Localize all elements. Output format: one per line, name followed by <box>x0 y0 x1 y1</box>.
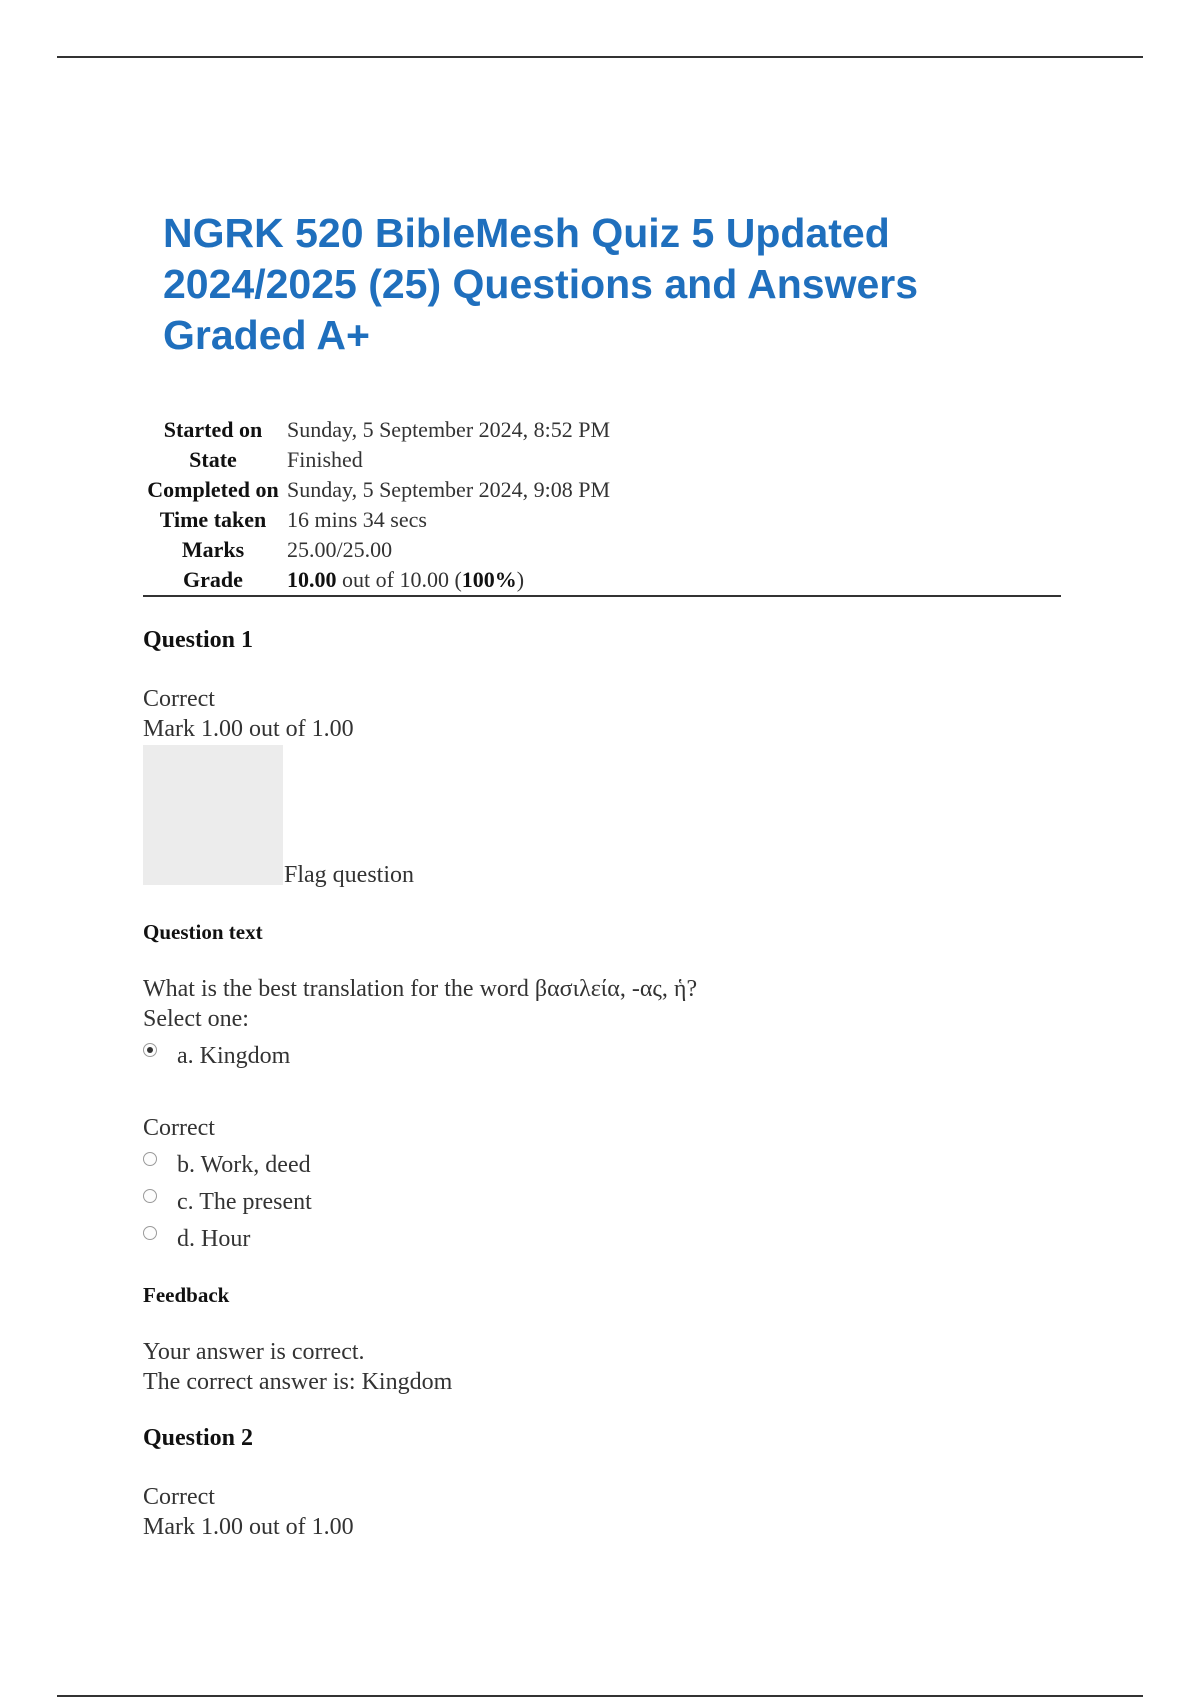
completed-on-value: Sunday, 5 September 2024, 9:08 PM <box>287 477 611 502</box>
answer-option-d[interactable] <box>143 1224 250 1254</box>
time-taken-label: Time taken <box>159 507 267 532</box>
state-label: State <box>189 447 237 472</box>
summary-row-marks <box>143 535 1061 565</box>
attempt-summary-table <box>143 415 1061 597</box>
completed-on-label: Completed on <box>147 477 279 502</box>
flag-question-link[interactable]: Flag question <box>284 862 414 888</box>
question-1-prompt: What is the best translation for the word βασιλεία, -ας, ἡ? <box>143 976 698 1002</box>
radio-selected-icon[interactable] <box>143 1043 157 1057</box>
grade-out-of: out of 10.00 ( <box>336 567 462 592</box>
title-line-1: NGRK 520 BibleMesh Quiz 5 Updated <box>163 210 890 256</box>
radio-icon[interactable] <box>143 1189 157 1203</box>
question-2-heading: Question 2 <box>143 1425 254 1451</box>
page-title <box>163 208 1063 361</box>
question-1-heading: Question 1 <box>143 627 254 653</box>
answer-option-d-label: d. Hour <box>177 1226 251 1252</box>
grade-close: ) <box>516 567 525 592</box>
question-1-status: Correct <box>143 686 215 712</box>
answer-option-a[interactable] <box>143 1041 290 1071</box>
grade-score: 10.00 <box>287 567 337 592</box>
answer-option-b-label: b. Work, deed <box>177 1152 311 1178</box>
question-2-status: Correct <box>143 1484 215 1510</box>
answer-option-b[interactable] <box>143 1150 311 1180</box>
state-value: Finished <box>287 447 363 472</box>
started-on-value: Sunday, 5 September 2024, 8:52 PM <box>287 417 611 442</box>
bottom-rule <box>57 1695 1143 1697</box>
title-line-2: 2024/2025 (25) Questions and Answers <box>163 261 919 307</box>
summary-row-grade <box>143 565 1061 596</box>
question-text-heading: Question text <box>143 920 263 944</box>
answer-option-c[interactable] <box>143 1187 312 1217</box>
question-1-mark: Mark 1.00 out of 1.00 <box>143 716 354 742</box>
selected-answer-status: Correct <box>143 1115 215 1141</box>
feedback-line-2: The correct answer is: Kingdom <box>143 1369 453 1395</box>
top-rule <box>57 56 1143 58</box>
title-line-3: Graded A+ <box>163 312 370 358</box>
question-2-mark: Mark 1.00 out of 1.00 <box>143 1514 354 1540</box>
summary-row-started <box>143 415 1061 445</box>
radio-icon[interactable] <box>143 1226 157 1240</box>
flag-icon[interactable] <box>143 745 283 885</box>
answer-option-c-label: c. The present <box>177 1189 312 1215</box>
summary-row-time <box>143 505 1061 535</box>
summary-row-state <box>143 445 1061 475</box>
grade-label: Grade <box>143 565 283 596</box>
started-on-label: Started on <box>163 417 263 442</box>
feedback-line-1: Your answer is correct. <box>143 1339 365 1365</box>
grade-value <box>283 565 1061 596</box>
answer-option-a-label: a. Kingdom <box>177 1043 291 1069</box>
select-one-label: Select one: <box>143 1006 249 1032</box>
feedback-heading: Feedback <box>143 1283 230 1307</box>
time-taken-value: 16 mins 34 secs <box>287 507 427 532</box>
grade-percent: 100% <box>461 567 517 592</box>
summary-row-completed <box>143 475 1061 505</box>
radio-icon[interactable] <box>143 1152 157 1166</box>
marks-label: Marks <box>181 537 245 562</box>
marks-value: 25.00/25.00 <box>287 537 393 562</box>
